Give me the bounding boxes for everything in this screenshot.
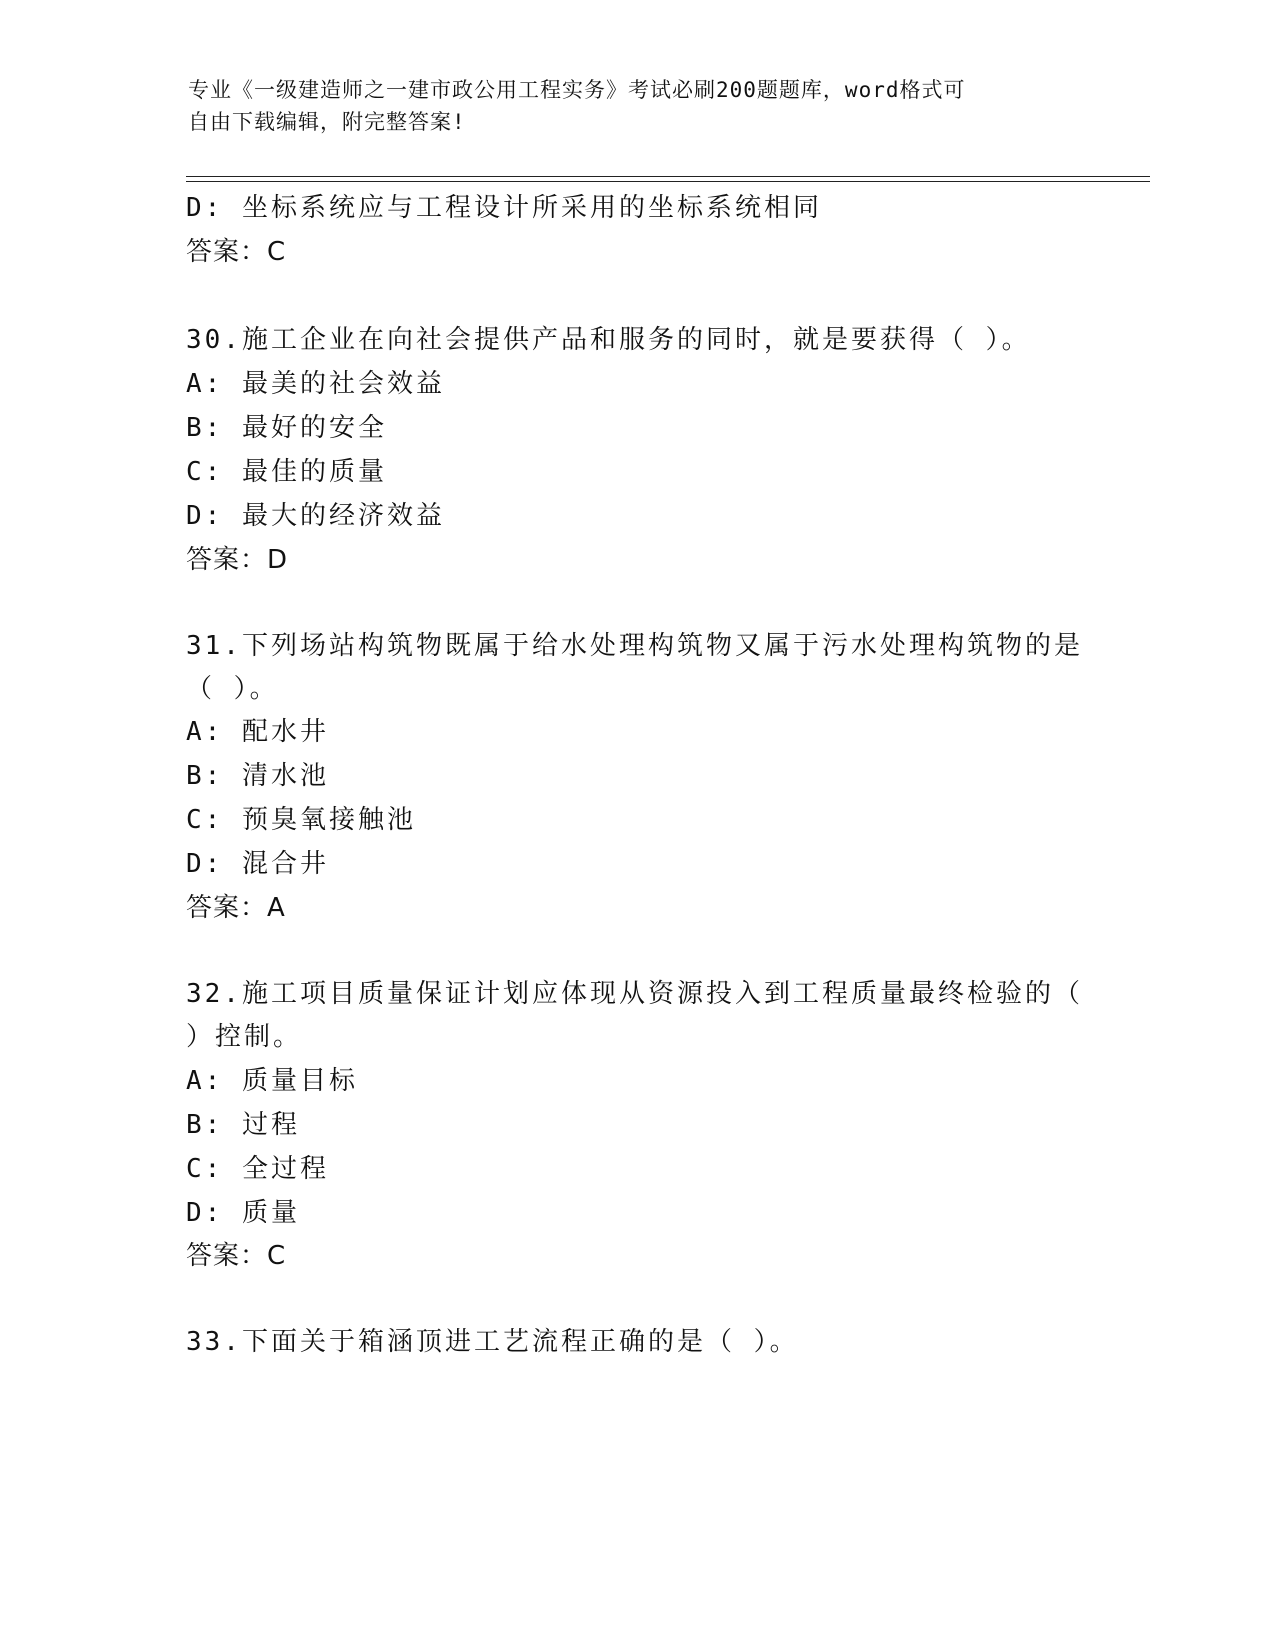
question-31-stem-cont: （ ）。 — [186, 674, 279, 704]
question-30-option-c: C: 最佳的质量 — [186, 457, 387, 487]
option-d: D: 坐标系统应与工程设计所采用的坐标系统相同 — [186, 193, 822, 223]
question-31-option-b: B: 清水池 — [186, 761, 329, 791]
answer-line: 答案：C — [186, 237, 287, 267]
question-32-option-a: A: 质量目标 — [186, 1066, 358, 1096]
question-31-option-d: D: 混合井 — [186, 849, 329, 879]
question-32-option-b: B: 过程 — [186, 1110, 300, 1140]
question-33-stem: 33.下面关于箱涵顶进工艺流程正确的是（ ）。 — [186, 1327, 799, 1357]
question-30-answer: 答案：D — [186, 545, 289, 575]
question-32-option-d: D: 质量 — [186, 1198, 300, 1228]
header-line-1: 专业《一级建造师之一建市政公用工程实务》考试必刷200题题库，word格式可 — [188, 78, 966, 102]
question-32-answer: 答案：C — [186, 1241, 287, 1271]
question-31-option-a: A: 配水井 — [186, 717, 329, 747]
question-31-option-c: C: 预臭氧接触池 — [186, 805, 416, 835]
question-32-stem-cont: ）控制。 — [186, 1022, 303, 1052]
question-30-stem: 30.施工企业在向社会提供产品和服务的同时，就是要获得（ ）。 — [186, 325, 1031, 355]
question-32-stem: 32.施工项目质量保证计划应体现从资源投入到工程质量最终检验的（ — [186, 979, 1083, 1009]
question-32-option-c: C: 全过程 — [186, 1154, 329, 1184]
question-30-option-b: B: 最好的安全 — [186, 413, 387, 443]
question-30-option-a: A: 最美的社会效益 — [186, 369, 445, 399]
header-divider-top — [186, 176, 1150, 177]
question-31-stem: 31.下列场站构筑物既属于给水处理构筑物又属于污水处理构筑物的是 — [186, 631, 1083, 661]
question-31-answer: 答案：A — [186, 893, 286, 923]
header-divider-bottom — [186, 181, 1150, 182]
question-30-option-d: D: 最大的经济效益 — [186, 501, 445, 531]
header-line-2: 自由下载编辑，附完整答案! — [188, 110, 466, 134]
document-header — [188, 74, 1068, 138]
